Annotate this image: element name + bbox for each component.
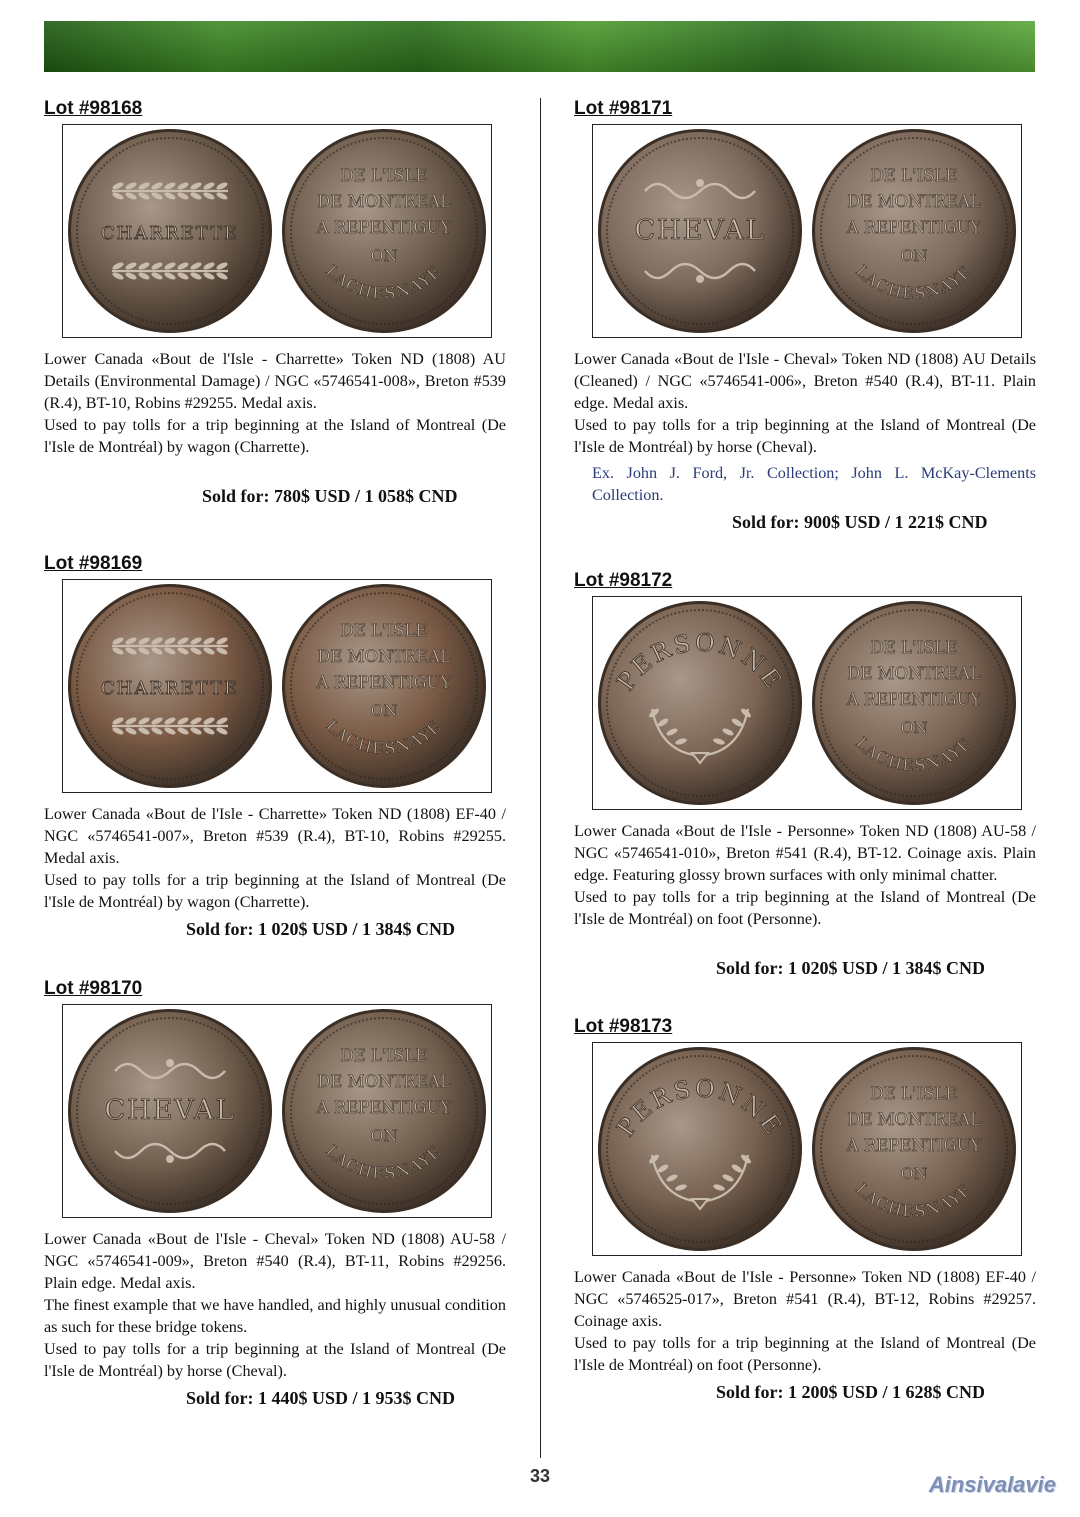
svg-text:DE L'ISLE: DE L'ISLE: [870, 166, 958, 185]
lot-details: Lower Canada «Bout de l'Isle - Charrette» Token ND (1808) EF-40 / NGC «5746541-007», Breton #539 (R.4), BT-10, Robins #29255. Medal axis.: [44, 805, 506, 867]
lot-use: Used to pay tolls for a trip beginning at the Island of Montreal (De l'Isle de Montréal) by horse (Cheval).: [574, 416, 1036, 456]
svg-text:ON: ON: [900, 246, 928, 265]
lot-title: Lot #98172: [574, 570, 673, 591]
svg-text:A REPENTIGUY: A REPENTIGUY: [316, 673, 452, 692]
svg-text:DE MONTREAL: DE MONTREAL: [317, 647, 451, 666]
lot-use: Used to pay tolls for a trip beginning at the Island of Montreal (De l'Isle de Montréal) on foot (Personne).: [574, 888, 1036, 928]
svg-text:CHEVAL: CHEVAL: [634, 215, 766, 246]
lot-description: [574, 1266, 1036, 1376]
svg-text:DE MONTREAL: DE MONTREAL: [317, 1072, 451, 1091]
lot-use: Used to pay tolls for a trip beginning at the Island of Montreal (De l'Isle de Montréal) by horse (Cheval).: [44, 1340, 506, 1380]
lot-details: Lower Canada «Bout de l'Isle - Charrette» Token ND (1808) AU Details (Environmental Damage) / NGC «5746541-008», Breton #539 (R.4), BT-10, Robins #29255. Medal axis.: [44, 350, 506, 412]
sold-price: Sold for: 1 200$ USD / 1 628$ CND: [716, 1382, 986, 1402]
svg-text:PERSONNE: PERSONNE: [611, 1074, 789, 1142]
page-number: 33: [529, 1466, 551, 1486]
svg-text:CHEVAL: CHEVAL: [104, 1095, 236, 1126]
lot-use: Used to pay tolls for a trip beginning at the Island of Montreal (De l'Isle de Montréal) on foot (Personne).: [574, 1334, 1036, 1374]
coin-obverse: [598, 1047, 802, 1251]
svg-text:CHARRETTE: CHARRETTE: [100, 223, 240, 244]
coin-reverse: [812, 1047, 1016, 1251]
coin-photo: [592, 596, 1022, 810]
svg-text:A REPENTIGUY: A REPENTIGUY: [316, 1098, 452, 1117]
svg-text:DE MONTREAL: DE MONTREAL: [847, 664, 981, 683]
coin-photo: [62, 124, 492, 338]
svg-text:A REPENTIGUY: A REPENTIGUY: [846, 690, 982, 709]
svg-text:DE L'ISLE: DE L'ISLE: [870, 638, 958, 657]
lot-description: [44, 348, 506, 458]
sold-price: Sold for: 1 020$ USD / 1 384$ CND: [186, 919, 456, 939]
coin-reverse: [812, 129, 1016, 333]
brand-logo: Ainsivalavie: [928, 1472, 1056, 1497]
svg-text:A REPENTIGUY: A REPENTIGUY: [316, 218, 452, 237]
svg-text:DE MONTREAL: DE MONTREAL: [317, 192, 451, 211]
svg-text:LACHESNAYE: LACHESNAYE: [852, 1179, 976, 1221]
coin-obverse: [68, 1009, 272, 1213]
sold-price: Sold for: 1 440$ USD / 1 953$ CND: [186, 1388, 456, 1408]
coin-obverse: [68, 584, 272, 788]
svg-text:ON: ON: [900, 1164, 928, 1183]
coin-photo: [592, 124, 1022, 338]
lot-details: Lower Canada «Bout de l'Isle - Personne» Token ND (1808) EF-40 / NGC «5746525-017», Breton #541 (R.4), BT-12, Robins #29257. Coinage axis.: [574, 1268, 1036, 1330]
coin-reverse: [282, 129, 486, 333]
lot-title: Lot #98170: [44, 978, 143, 999]
lot-description: [44, 1228, 506, 1382]
lot-description: [574, 820, 1036, 930]
svg-text:DE L'ISLE: DE L'ISLE: [340, 621, 428, 640]
svg-text:PERSONNE: PERSONNE: [611, 628, 789, 696]
lot-description: [574, 348, 1036, 506]
coin-reverse: [282, 584, 486, 788]
lot-provenance: Ex. John J. Ford, Jr. Collection; John L. McKay-Clements Collection.: [592, 464, 1036, 504]
svg-text:A REPENTIGUY: A REPENTIGUY: [846, 1136, 982, 1155]
svg-text:LACHESNAYE: LACHESNAYE: [322, 716, 446, 758]
lot-title: Lot #98169: [44, 553, 143, 574]
sold-price: Sold for: 900$ USD / 1 221$ CND: [732, 512, 988, 532]
svg-text:ON: ON: [370, 246, 398, 265]
coin-obverse: [68, 129, 272, 333]
lot-extra: The finest example that we have handled, and highly unusual condition as such for these bridge tokens.: [44, 1296, 506, 1336]
svg-text:DE MONTREAL: DE MONTREAL: [847, 192, 981, 211]
lot-details: Lower Canada «Bout de l'Isle - Personne» Token ND (1808) AU-58 / NGC «5746541-010», Breton #541 (R.4), BT-12. Coinage axis. Plain edge. Featuring glossy brown surfaces with only minimal chatter.: [574, 822, 1036, 884]
coin-photo: [62, 1004, 492, 1218]
header-banner: [44, 21, 1035, 72]
lot-description: [44, 803, 506, 913]
svg-text:DE L'ISLE: DE L'ISLE: [870, 1084, 958, 1103]
svg-text:DE L'ISLE: DE L'ISLE: [340, 1046, 428, 1065]
svg-text:LACHESNAYE: LACHESNAYE: [322, 261, 446, 303]
coin-obverse: [598, 129, 802, 333]
svg-text:LACHESNAYE: LACHESNAYE: [322, 1141, 446, 1183]
coin-reverse: [812, 601, 1016, 805]
svg-text:LACHESNAYE: LACHESNAYE: [852, 261, 976, 303]
svg-text:DE MONTREAL: DE MONTREAL: [847, 1110, 981, 1129]
svg-text:LACHESNAYE: LACHESNAYE: [852, 733, 976, 775]
coin-obverse: [598, 601, 802, 805]
svg-text:ON: ON: [370, 701, 398, 720]
lot-title: Lot #98171: [574, 98, 673, 119]
svg-text:CHARRETTE: CHARRETTE: [100, 678, 240, 699]
svg-text:ON: ON: [900, 718, 928, 737]
sold-price: Sold for: 1 020$ USD / 1 384$ CND: [716, 958, 986, 978]
column-divider: [540, 98, 541, 1458]
coin-reverse: [282, 1009, 486, 1213]
svg-text:A REPENTIGUY: A REPENTIGUY: [846, 218, 982, 237]
coin-photo: [592, 1042, 1022, 1256]
lot-use: Used to pay tolls for a trip beginning at the Island of Montreal (De l'Isle de Montréal) by wagon (Charrette).: [44, 416, 506, 456]
lot-title: Lot #98173: [574, 1016, 673, 1037]
coin-photo: [62, 579, 492, 793]
lot-title: Lot #98168: [44, 98, 143, 119]
lot-use: Used to pay tolls for a trip beginning at the Island of Montreal (De l'Isle de Montréal) by wagon (Charrette).: [44, 871, 506, 911]
lot-details: Lower Canada «Bout de l'Isle - Cheval» Token ND (1808) AU-58 / NGC «5746541-009», Breton #540 (R.4), BT-11, Robins #29256. Plain edge. Medal axis.: [44, 1230, 506, 1292]
sold-price: Sold for: 780$ USD / 1 058$ CND: [202, 486, 458, 506]
svg-text:ON: ON: [370, 1126, 398, 1145]
lot-details: Lower Canada «Bout de l'Isle - Cheval» Token ND (1808) AU Details (Cleaned) / NGC «5746541-006», Breton #540 (R.4), BT-11. Plain edge. Medal axis.: [574, 350, 1036, 412]
svg-text:DE L'ISLE: DE L'ISLE: [340, 166, 428, 185]
